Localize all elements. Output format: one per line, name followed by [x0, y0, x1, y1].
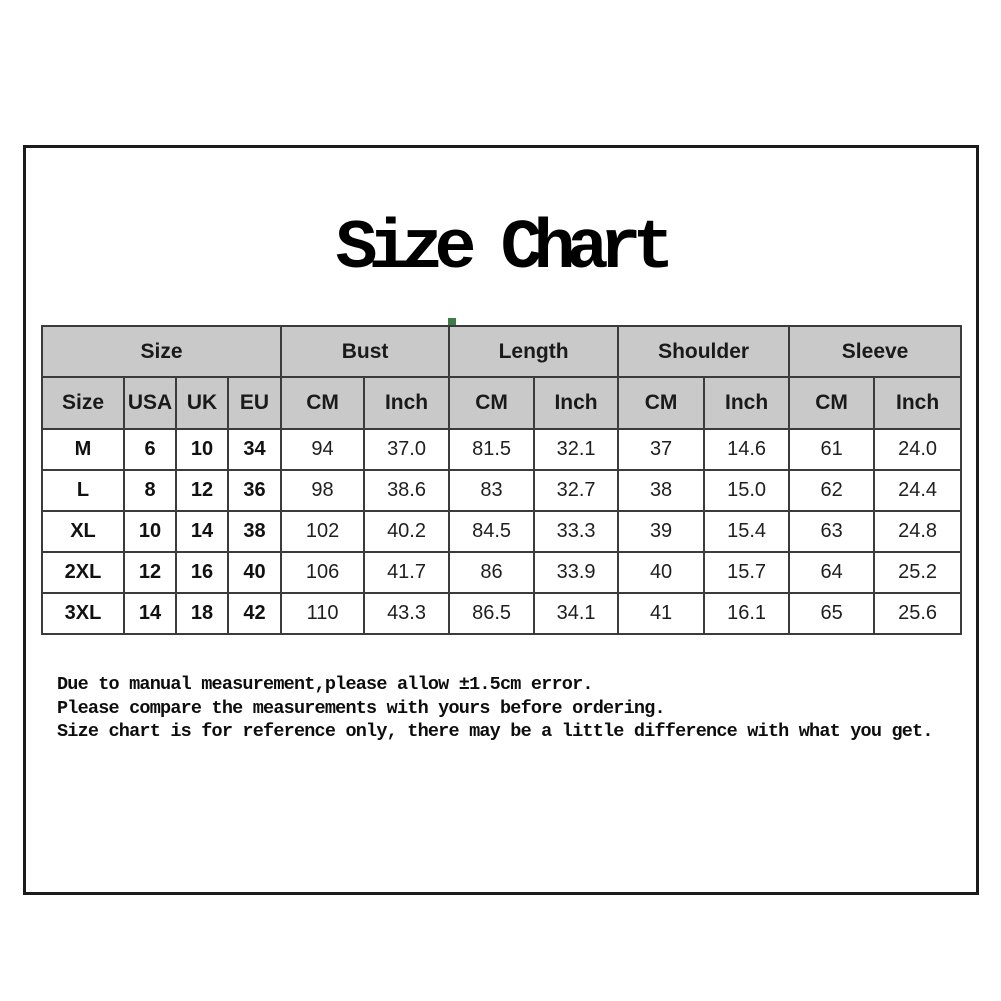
cell-bust-inch: 43.3 — [364, 593, 449, 634]
cell-sleeve-cm: 64 — [789, 552, 874, 593]
cell-length-cm: 86 — [449, 552, 534, 593]
subheader-sleeve-inch: Inch — [874, 377, 961, 429]
cell-shoulder-inch: 14.6 — [704, 429, 789, 470]
cell-eu: 40 — [228, 552, 281, 593]
cell-sleeve-inch: 25.2 — [874, 552, 961, 593]
cell-uk: 16 — [176, 552, 228, 593]
cell-shoulder-inch: 15.7 — [704, 552, 789, 593]
cell-size: 3XL — [42, 593, 124, 634]
cell-bust-inch: 37.0 — [364, 429, 449, 470]
table-row-2xl — [42, 552, 961, 593]
subheader-length-inch: Inch — [534, 377, 618, 429]
subheader-length-cm: CM — [449, 377, 534, 429]
table-row-xl — [42, 511, 961, 552]
cell-bust-cm: 98 — [281, 470, 364, 511]
cell-shoulder-cm: 41 — [618, 593, 704, 634]
cell-usa: 12 — [124, 552, 176, 593]
cell-eu: 42 — [228, 593, 281, 634]
green-artifact-mark — [448, 318, 456, 325]
cell-usa: 14 — [124, 593, 176, 634]
subheader-uk: UK — [176, 377, 228, 429]
cell-sleeve-inch: 24.8 — [874, 511, 961, 552]
cell-eu: 34 — [228, 429, 281, 470]
cell-sleeve-cm: 63 — [789, 511, 874, 552]
cell-bust-cm: 106 — [281, 552, 364, 593]
cell-sleeve-cm: 65 — [789, 593, 874, 634]
page-title: Size Chart — [335, 210, 666, 289]
cell-bust-cm: 94 — [281, 429, 364, 470]
cell-length-cm: 86.5 — [449, 593, 534, 634]
subheader-eu: EU — [228, 377, 281, 429]
subheader-sleeve-cm: CM — [789, 377, 874, 429]
size-chart-table — [41, 325, 962, 635]
cell-usa: 8 — [124, 470, 176, 511]
cell-size: M — [42, 429, 124, 470]
note-line-reference-only: Size chart is for reference only, there may be a little difference with what you get. — [57, 721, 933, 743]
table-group-header-row — [42, 326, 961, 377]
cell-usa: 10 — [124, 511, 176, 552]
cell-uk: 12 — [176, 470, 228, 511]
subheader-shoulder-cm: CM — [618, 377, 704, 429]
cell-uk: 18 — [176, 593, 228, 634]
cell-usa: 6 — [124, 429, 176, 470]
cell-uk: 10 — [176, 429, 228, 470]
cell-eu: 38 — [228, 511, 281, 552]
table-subheader-row — [42, 377, 961, 429]
cell-sleeve-cm: 62 — [789, 470, 874, 511]
cell-length-inch: 32.7 — [534, 470, 618, 511]
note-line-compare-measurements: Please compare the measurements with yours before ordering. — [57, 697, 665, 719]
cell-bust-cm: 110 — [281, 593, 364, 634]
column-group-size: Size — [42, 326, 281, 377]
cell-size: 2XL — [42, 552, 124, 593]
subheader-shoulder-inch: Inch — [704, 377, 789, 429]
cell-uk: 14 — [176, 511, 228, 552]
cell-shoulder-inch: 15.4 — [704, 511, 789, 552]
cell-size: L — [42, 470, 124, 511]
cell-shoulder-cm: 37 — [618, 429, 704, 470]
cell-shoulder-inch: 15.0 — [704, 470, 789, 511]
cell-bust-inch: 41.7 — [364, 552, 449, 593]
subheader-size: Size — [42, 377, 124, 429]
subheader-usa: USA — [124, 377, 176, 429]
subheader-bust-cm: CM — [281, 377, 364, 429]
table-row-l — [42, 470, 961, 511]
column-group-bust: Bust — [281, 326, 449, 377]
column-group-shoulder: Shoulder — [618, 326, 789, 377]
cell-size: XL — [42, 511, 124, 552]
cell-shoulder-inch: 16.1 — [704, 593, 789, 634]
cell-sleeve-inch: 24.0 — [874, 429, 961, 470]
cell-shoulder-cm: 39 — [618, 511, 704, 552]
cell-sleeve-inch: 25.6 — [874, 593, 961, 634]
cell-eu: 36 — [228, 470, 281, 511]
column-group-length: Length — [449, 326, 618, 377]
cell-length-inch: 33.3 — [534, 511, 618, 552]
table-row-3xl — [42, 593, 961, 634]
cell-shoulder-cm: 40 — [618, 552, 704, 593]
cell-length-cm: 83 — [449, 470, 534, 511]
cell-length-inch: 32.1 — [534, 429, 618, 470]
cell-length-inch: 33.9 — [534, 552, 618, 593]
disclaimer-notes — [57, 673, 933, 744]
note-line-measurement-error: Due to manual measurement,please allow ±1.5cm error. — [57, 674, 593, 695]
cell-length-cm: 84.5 — [449, 511, 534, 552]
table-row-m — [42, 429, 961, 470]
cell-sleeve-cm: 61 — [789, 429, 874, 470]
cell-length-inch: 34.1 — [534, 593, 618, 634]
cell-bust-inch: 40.2 — [364, 511, 449, 552]
cell-bust-cm: 102 — [281, 511, 364, 552]
cell-shoulder-cm: 38 — [618, 470, 704, 511]
cell-length-cm: 81.5 — [449, 429, 534, 470]
column-group-sleeve: Sleeve — [789, 326, 961, 377]
cell-bust-inch: 38.6 — [364, 470, 449, 511]
subheader-bust-inch: Inch — [364, 377, 449, 429]
cell-sleeve-inch: 24.4 — [874, 470, 961, 511]
